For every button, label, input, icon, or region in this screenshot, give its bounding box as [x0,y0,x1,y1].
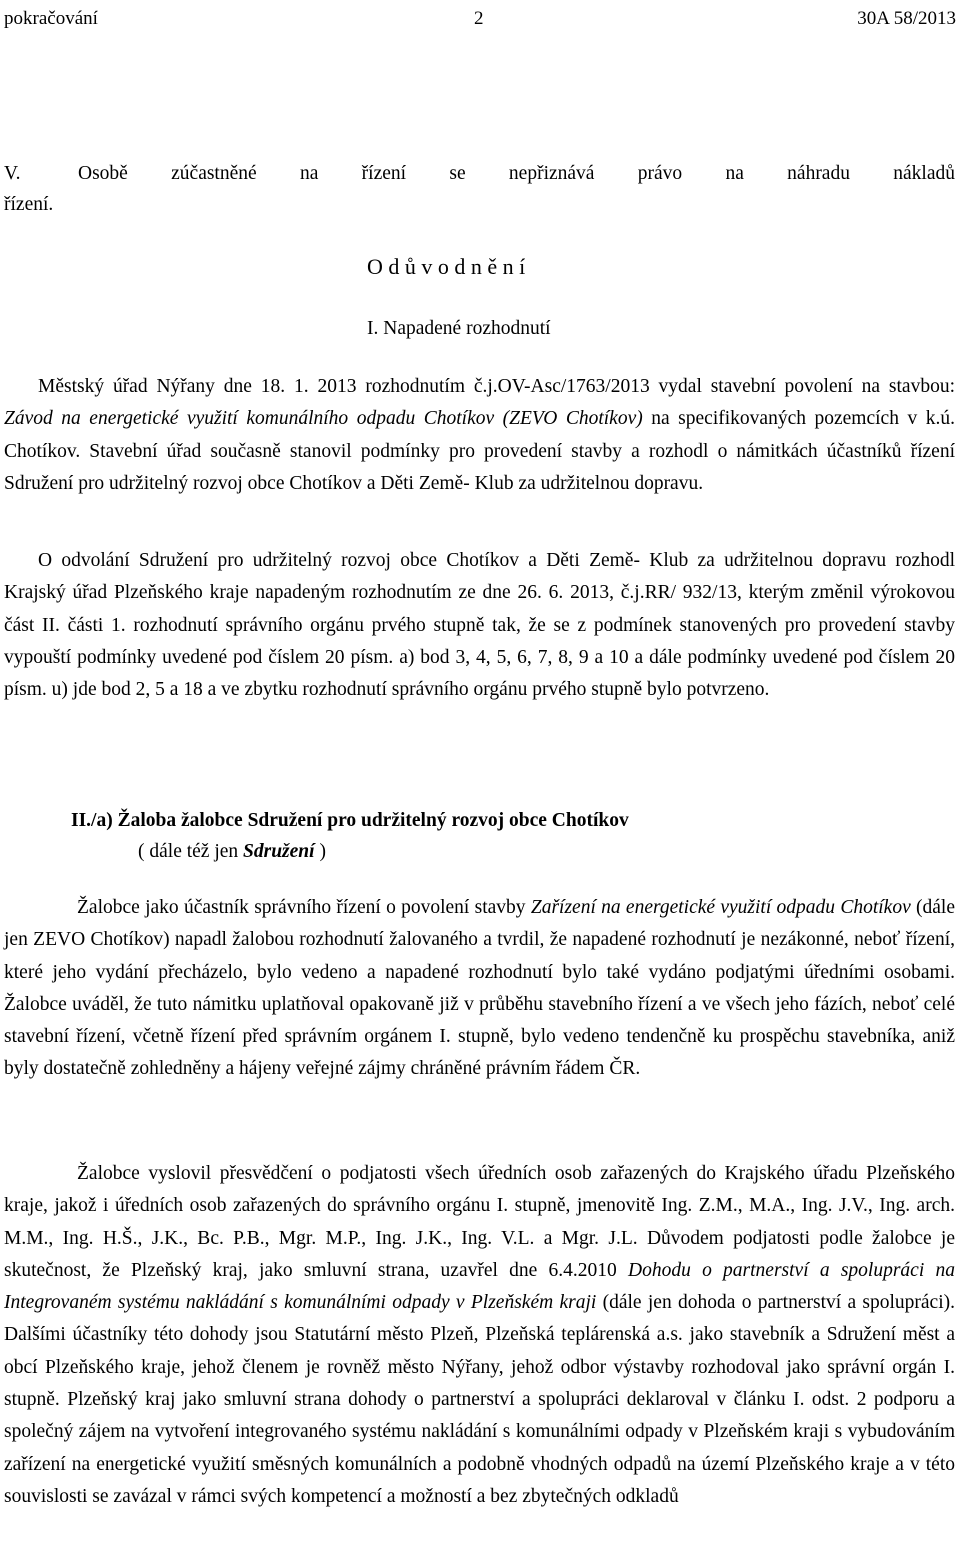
verdict-v-text: Osobě zúčastněné na řízení se nepřiznává právo na náhradu nákladů [78,163,955,184]
header-case-reference: 30A 58/2013 [857,8,956,29]
paragraph-appeal: O odvolání Sdružení pro udržitelný rozvoj obce Chotíkov a Děti Země- Klub za udržitelnou dopravu rozhodl Krajský úřad Plzeňského kraje napadeným rozhodnutím ze dne 26. 6. 2013, č.j.RR/ 932/13, kterým změnil výrokovou část II. části 1. rozhodnutí správního orgánu prvého stupně tak, že se z podmínek stanovených pro provedení stavby vypouští podmínky uvedené pod číslem 20 písm. a) bod 3, 4, 5, 6, 7, 8, 9 a 10 a dále podmínky uvedené pod číslem 20 písm. u) jde bod 2, 5 a 18 a ve zbytku rozhodnutí správního orgánu prvého stupně bylo potvrzeno. [4,550,955,701]
facility-name: Zařízení na energetické využití odpadu Chotíkov [530,897,911,918]
verdict-v-continuation: řízení. [4,194,54,215]
verdict-v-number: V. [4,163,21,184]
paragraph-bias-claim: Žalobce vyslovil přesvědčení o podjatosti všech úředních osob zařazených do Krajského úřadu Plzeňského kraje, jakož i úředních osob zařazených do správního orgánu I. stupně, jmenovitě Ing. Z.M., M.A., Ing. J.V., Ing. arch. M.M., Ing. H.Š., J.K., Bc. P.B., Mgr. M.P., Ing. J.K., Ing. V.L. a Mgr. J.L. Důvodem podjatosti podle žalobce je skutečnost, že Plzeňský kraj, jako smluvní strana, uzavřel dne 6.4.2010 Dohodu o partnerství a spolupráci na Integrovaném systému nakládání s komunálními odpady v Plzeňském kraji (dále jen dohoda o partnerství a spolupráci). Dalšími účastníky této dohody jsou Statutární město Plzeň, Plzeňská teplárenská a.s. jako stavebník a Sdružení měst a obcí Plzeňského kraje, jehož členem je rovněž město Nýřany, jehož odbor výstavby rozhodoval jako správní orgán I. stupně. Plzeňský kraj jako smluvní strana dohody o partnerství a spolupráci deklaroval v článku I. odst. 2 podporu a společný zájem na vytvoření integrovaného systému nakládání s komunálními odpady v Plzeňském kraji s vybudováním zařízení na energetické využití směsných komunálních a podobně vhodných odpadů na území Plzeňského kraje a v této souvislosti se zavázal v rámci svých kompetencí a možností a bez zbytečných odkladů [4,1163,956,1507]
paragraph-complaint: Žalobce jako účastník správního řízení o povolení stavby Zařízení na energetické využití odpadu Chotíkov (dále jen ZEVO Chotíkov) napadl žalobou rozhodnutí žalovaného a tvrdil, že napadené rozhodnutí je nezákonné, neboť řízení, které jeho vydání přecházelo, bylo vedeno a napadené rozhodnutí bylo také vydáno podjatými úředními osobami. Žalobce uváděl, že tuto námitku uplatňoval opakovaně již v průběhu stavebního řízení a ve všech jeho fázích, neboť celé stavební řízení, včetně řízení před správním orgánem I. stupně, bylo vedeno tendenčně ku prospěchu stavebníka, aniž byly dostatečně zohledněny a hájeny veřejné zájmy chráněné právním řádem ČR. [4,897,955,1080]
agreement-name: Dohodu o partnerství a spolupráci na Integrovaném systému nakládání s komunálními odpady v Plzeňském kraji [4,1259,955,1314]
section-2a-subtitle: ( dále též jen Sdružení ) [138,841,326,862]
paragraph-contested-decision: Městský úřad Nýřany dne 18. 1. 2013 rozhodnutím č.j.OV-Asc/1763/2013 vydal stavební povolení na stavbou: Závod na energetické využití komunálního odpadu Chotíkov (ZEVO Chotíkov) na specifikovaných pozemcích v k.ú. Chotíkov. Stavební úřad současně stanovil podmínky pro provedení stavby a rozhodl o námitkách účastníků řízení Sdružení pro udržitelný rozvoj obce Chotíkov a Děti Země- Klub za udržitelnou dopravu. [4,376,955,494]
section-heading-reasoning: O d ů v o d n ě n í [367,254,526,279]
header-continuation: pokračování [4,8,98,29]
project-name: Závod na energetické využití komunálního odpadu Chotíkov (ZEVO Chotíkov) [4,408,643,430]
section-1-title: I. Napadené rozhodnutí [367,318,551,339]
verdict-v [4,158,955,190]
header-page-number: 2 [474,8,484,29]
section-2a-title: II./a) Žaloba žalobce Sdružení pro udržitelný rozvoj obce Chotíkov [71,810,629,831]
